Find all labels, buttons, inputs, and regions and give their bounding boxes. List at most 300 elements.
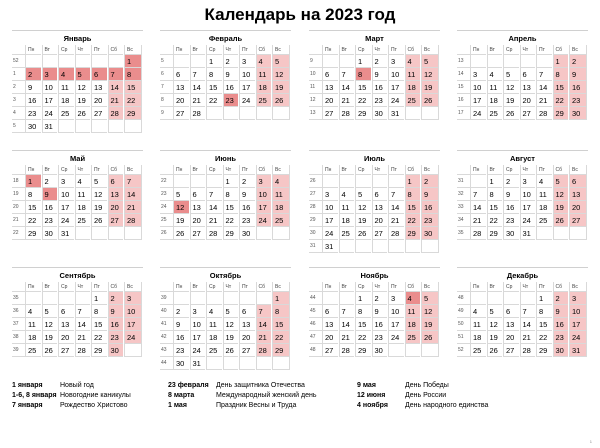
day-cell: 29 (25, 227, 41, 240)
month-title: Декабрь (506, 271, 539, 280)
day-cell: 22 (91, 331, 107, 344)
day-cell: 31 (190, 357, 206, 370)
weekend-day: 8 (272, 305, 290, 318)
week-number: 33 (457, 201, 470, 214)
day-cell: 14 (206, 201, 222, 214)
day-cell: 31 (58, 227, 74, 240)
weekday-header (309, 282, 440, 292)
day-cell (190, 55, 206, 68)
day-cell: 21 (339, 331, 355, 344)
day-cell: 1 (355, 292, 371, 305)
weekend-day: 2 (569, 55, 587, 68)
weekend-day: 29 (124, 107, 142, 120)
weekend-day: 22 (124, 94, 142, 107)
weekday-label: Вс (272, 45, 290, 55)
day-cell: 21 (520, 331, 536, 344)
week-row (160, 188, 291, 201)
weekend-day: 6 (108, 175, 124, 188)
holiday-date: 1-6, 8 января (12, 392, 57, 399)
day-cell: 3 (520, 175, 536, 188)
month-title: Апрель (508, 34, 537, 43)
day-cell: 14 (520, 318, 536, 331)
week-number: 20 (12, 201, 25, 214)
day-cell: 14 (470, 201, 486, 214)
weekday-header (457, 282, 588, 292)
day-cell (536, 55, 552, 68)
weekend-day: 21 (256, 331, 272, 344)
weekend-day: 30 (553, 344, 569, 357)
day-cell: 25 (58, 107, 74, 120)
weekday-label: Вс (569, 282, 587, 292)
day-cell: 6 (520, 68, 536, 81)
day-cell: 28 (470, 227, 486, 240)
week-row (12, 227, 143, 240)
week-row (160, 214, 291, 227)
week-number: 41 (160, 318, 173, 331)
day-cell: 15 (206, 81, 222, 94)
weekday-label: Пн (322, 282, 338, 292)
day-cell: 12 (75, 81, 91, 94)
day-cell (388, 175, 404, 188)
day-cell: 15 (355, 318, 371, 331)
weekday-label: Вт (339, 282, 355, 292)
month-grid (160, 45, 291, 120)
day-cell: 1 (206, 55, 222, 68)
day-cell: 20 (322, 94, 338, 107)
weekday-label: Пт (388, 165, 404, 175)
day-cell: 18 (75, 201, 91, 214)
weekend-day: 31 (569, 344, 587, 357)
weekend-day: 25 (405, 331, 421, 344)
day-cell: 20 (520, 94, 536, 107)
day-cell (372, 240, 388, 253)
week-row (309, 331, 440, 344)
week-number-header (309, 282, 322, 292)
weekday-label: Ср (355, 282, 371, 292)
day-cell: 2 (42, 175, 58, 188)
month-block (309, 267, 440, 380)
week-number: 30 (309, 227, 322, 240)
day-cell (190, 175, 206, 188)
weekday-label: Ср (206, 282, 222, 292)
day-cell: 22 (355, 331, 371, 344)
weekday-label: Сб (405, 282, 421, 292)
day-cell (322, 55, 338, 68)
day-cell (124, 120, 142, 133)
weekday-label: Сб (553, 282, 569, 292)
day-cell: 8 (91, 305, 107, 318)
week-number: 31 (457, 175, 470, 188)
day-cell: 7 (206, 188, 222, 201)
week-number: 11 (309, 81, 322, 94)
weekday-header (12, 45, 143, 55)
week-number-header (457, 45, 470, 55)
month-title: Июнь (215, 154, 236, 163)
weekend-day: 14 (108, 81, 124, 94)
holidays-legend (0, 381, 600, 441)
weekend-day: 28 (108, 107, 124, 120)
day-cell (223, 357, 239, 370)
day-cell: 12 (487, 318, 503, 331)
weekday-label: Сб (405, 45, 421, 55)
day-cell: 22 (223, 214, 239, 227)
day-cell: 22 (25, 214, 41, 227)
day-cell: 14 (75, 318, 91, 331)
day-cell: 28 (206, 227, 222, 240)
weekend-day: 9 (553, 305, 569, 318)
weekend-day: 13 (569, 188, 587, 201)
weekday-label: Пн (173, 165, 189, 175)
weekend-day: 30 (569, 107, 587, 120)
day-cell: 28 (536, 107, 552, 120)
weekend-day: 5 (272, 55, 290, 68)
day-cell (272, 227, 290, 240)
week-number: 40 (160, 305, 173, 318)
day-cell (239, 292, 255, 305)
day-cell (91, 55, 107, 68)
day-cell (372, 175, 388, 188)
day-cell (206, 292, 222, 305)
weekend-day: 21 (108, 94, 124, 107)
day-cell: 11 (25, 318, 41, 331)
month-grid (457, 282, 588, 357)
day-cell: 1 (487, 175, 503, 188)
month-block (160, 30, 291, 143)
day-cell: 3 (58, 175, 74, 188)
holiday-date: 23 февраля (168, 382, 209, 389)
day-cell: 12 (42, 318, 58, 331)
day-cell: 28 (388, 227, 404, 240)
week-number: 7 (160, 81, 173, 94)
day-cell: 26 (503, 107, 519, 120)
day-cell: 16 (42, 201, 58, 214)
month-block (309, 150, 440, 263)
day-cell: 9 (372, 305, 388, 318)
week-number: 39 (160, 292, 173, 305)
day-cell: 7 (190, 68, 206, 81)
weekend-day: 19 (421, 81, 439, 94)
day-cell (58, 292, 74, 305)
day-cell: 5 (355, 188, 371, 201)
weekday-label: Пт (239, 165, 255, 175)
day-cell: 30 (173, 357, 189, 370)
day-cell: 6 (58, 305, 74, 318)
weekend-day: 11 (405, 305, 421, 318)
week-row (12, 344, 143, 357)
day-cell: 27 (322, 344, 338, 357)
week-number: 1 (12, 68, 25, 81)
weekend-day: 1 (405, 175, 421, 188)
day-cell: 27 (91, 107, 107, 120)
weekday-label: Ср (58, 165, 74, 175)
weekend-day: 15 (124, 81, 142, 94)
week-number: 42 (160, 331, 173, 344)
week-row (309, 107, 440, 120)
day-cell (388, 344, 404, 357)
day-cell: 20 (58, 331, 74, 344)
day-cell: 24 (58, 214, 74, 227)
day-cell: 25 (25, 344, 41, 357)
weekend-day: 29 (405, 227, 421, 240)
day-cell: 23 (239, 214, 255, 227)
weekday-label: Пн (25, 165, 41, 175)
weekend-day: 7 (256, 305, 272, 318)
weekend-day: 9 (108, 305, 124, 318)
day-cell: 16 (25, 94, 41, 107)
week-row (457, 94, 588, 107)
week-number: 52 (12, 55, 25, 68)
week-row (309, 188, 440, 201)
day-cell: 8 (223, 188, 239, 201)
week-row (457, 81, 588, 94)
day-cell: 16 (503, 201, 519, 214)
day-cell: 24 (388, 94, 404, 107)
day-cell: 17 (42, 94, 58, 107)
weekday-label: Вт (339, 45, 355, 55)
day-cell: 10 (388, 305, 404, 318)
weekday-label: Пн (25, 282, 41, 292)
day-cell: 26 (355, 227, 371, 240)
week-number: 12 (309, 94, 322, 107)
weekend-day: 2 (108, 292, 124, 305)
holiday-day: 2 (25, 68, 41, 81)
day-cell (421, 240, 439, 253)
day-cell: 30 (503, 227, 519, 240)
month-grid (12, 45, 143, 133)
day-cell: 15 (487, 201, 503, 214)
page-title: Календарь на 2023 год (204, 5, 396, 24)
weekend-day: 27 (108, 214, 124, 227)
weekend-day: 7 (124, 175, 142, 188)
weekday-header (457, 45, 588, 55)
weekend-day: 29 (553, 107, 569, 120)
week-number: 22 (12, 227, 25, 240)
week-row (309, 68, 440, 81)
day-cell: 30 (372, 107, 388, 120)
weekday-label: Чт (75, 282, 91, 292)
day-cell: 2 (173, 305, 189, 318)
weekday-header (160, 165, 291, 175)
day-cell: 7 (339, 305, 355, 318)
day-cell: 24 (470, 107, 486, 120)
weekday-label: Чт (75, 45, 91, 55)
weekday-label: Вс (421, 282, 439, 292)
day-cell (124, 227, 142, 240)
weekend-day: 16 (569, 81, 587, 94)
day-cell: 7 (388, 188, 404, 201)
weekday-label: Пт (239, 282, 255, 292)
day-cell: 15 (91, 318, 107, 331)
day-cell (91, 227, 107, 240)
weekend-day: 11 (272, 188, 290, 201)
holiday-day: 8 (355, 68, 371, 81)
week-row (160, 344, 291, 357)
day-cell: 20 (322, 331, 338, 344)
day-cell: 6 (190, 188, 206, 201)
weekday-label: Ср (206, 165, 222, 175)
week-number: 35 (12, 292, 25, 305)
weekday-label: Ср (503, 282, 519, 292)
week-number-header (309, 165, 322, 175)
week-row (309, 292, 440, 305)
day-cell: 20 (190, 214, 206, 227)
week-number: 24 (160, 201, 173, 214)
month-block (12, 30, 143, 143)
day-cell: 11 (470, 318, 486, 331)
day-cell: 23 (503, 214, 519, 227)
day-cell: 27 (372, 227, 388, 240)
weekday-label: Пт (388, 282, 404, 292)
holiday-day: 7 (108, 68, 124, 81)
holiday-date: 4 ноября (357, 402, 388, 409)
day-cell: 27 (520, 107, 536, 120)
weekday-label: Чт (372, 45, 388, 55)
week-row (309, 175, 440, 188)
day-cell: 15 (25, 201, 41, 214)
day-cell: 3 (388, 55, 404, 68)
day-cell: 17 (239, 81, 255, 94)
weekday-label: Ср (503, 45, 519, 55)
week-number-header (457, 282, 470, 292)
week-row (12, 292, 143, 305)
day-cell: 25 (536, 214, 552, 227)
weekend-day: 22 (553, 94, 569, 107)
day-cell: 12 (91, 188, 107, 201)
month-block (457, 150, 588, 263)
week-row (160, 107, 291, 120)
day-cell: 15 (223, 201, 239, 214)
weekend-day: 4 (405, 55, 421, 68)
week-number: 13 (457, 55, 470, 68)
week-number: 44 (160, 357, 173, 370)
week-number: 39 (12, 344, 25, 357)
day-cell: 21 (75, 331, 91, 344)
weekday-label: Чт (520, 282, 536, 292)
day-cell (405, 240, 421, 253)
weekday-label: Пт (239, 45, 255, 55)
day-cell: 10 (520, 188, 536, 201)
weekday-label: Пн (322, 45, 338, 55)
weekday-label: Вс (272, 282, 290, 292)
weekend-day: 12 (421, 305, 439, 318)
week-number: 17 (457, 107, 470, 120)
weekend-day: 18 (405, 318, 421, 331)
day-cell (25, 292, 41, 305)
day-cell: 20 (372, 214, 388, 227)
weekday-label: Ср (58, 45, 74, 55)
day-cell: 20 (91, 94, 107, 107)
holiday-name: Рождество Христово (60, 402, 128, 409)
month-grid (309, 282, 440, 357)
weekday-label: Чт (520, 45, 536, 55)
day-cell: 6 (322, 68, 338, 81)
week-row (309, 214, 440, 227)
holiday-day: 4 (58, 68, 74, 81)
weekend-day: 26 (553, 214, 569, 227)
week-row (457, 227, 588, 240)
day-cell: 1 (536, 292, 552, 305)
day-cell: 19 (173, 214, 189, 227)
week-number: 44 (309, 292, 322, 305)
day-cell: 14 (536, 81, 552, 94)
day-cell: 17 (388, 81, 404, 94)
weekday-label: Сб (256, 45, 272, 55)
day-cell: 11 (206, 318, 222, 331)
weekend-day: 17 (569, 318, 587, 331)
weekday-header (309, 165, 440, 175)
day-cell (173, 55, 189, 68)
day-cell: 1 (91, 292, 107, 305)
weekday-label: Вт (487, 165, 503, 175)
day-cell: 21 (206, 214, 222, 227)
day-cell: 23 (372, 94, 388, 107)
weekday-header (309, 45, 440, 55)
day-cell (108, 120, 124, 133)
week-row (309, 305, 440, 318)
day-cell: 27 (503, 344, 519, 357)
holiday-day: 9 (42, 188, 58, 201)
week-number: 22 (160, 175, 173, 188)
day-cell: 30 (25, 120, 41, 133)
month-title: Июль (364, 154, 385, 163)
week-row (457, 201, 588, 214)
weekday-label: Пн (173, 282, 189, 292)
day-cell: 11 (487, 81, 503, 94)
day-cell: 27 (190, 227, 206, 240)
day-cell (42, 292, 58, 305)
day-cell (405, 344, 421, 357)
weekend-day: 5 (421, 55, 439, 68)
day-cell: 29 (355, 344, 371, 357)
week-row (457, 305, 588, 318)
week-row (12, 201, 143, 214)
day-cell: 10 (190, 318, 206, 331)
weekday-label: Вт (339, 165, 355, 175)
day-cell: 24 (322, 227, 338, 240)
day-cell (405, 107, 421, 120)
week-number: 18 (12, 175, 25, 188)
weekend-day: 26 (421, 331, 439, 344)
weekday-label: Вс (421, 45, 439, 55)
week-row (160, 305, 291, 318)
weekend-day: 13 (108, 188, 124, 201)
day-cell: 4 (536, 175, 552, 188)
weekend-day: 28 (124, 214, 142, 227)
holiday-name: День Победы (405, 382, 449, 389)
week-row (457, 214, 588, 227)
day-cell (355, 240, 371, 253)
week-number: 25 (160, 214, 173, 227)
day-cell: 2 (372, 55, 388, 68)
weekday-label: Ср (206, 45, 222, 55)
weekday-label: Ср (503, 165, 519, 175)
day-cell: 21 (339, 94, 355, 107)
day-cell: 11 (536, 188, 552, 201)
weekday-label: Сб (553, 45, 569, 55)
weekend-day: 1 (272, 292, 290, 305)
weekday-label: Ср (355, 45, 371, 55)
day-cell: 19 (487, 331, 503, 344)
day-cell: 3 (190, 305, 206, 318)
holiday-date: 9 мая (357, 382, 376, 389)
month-grid (309, 45, 440, 120)
day-cell: 13 (239, 318, 255, 331)
day-cell: 14 (388, 201, 404, 214)
day-cell: 3 (388, 292, 404, 305)
week-row (457, 344, 588, 357)
day-cell: 14 (190, 81, 206, 94)
day-cell (75, 120, 91, 133)
